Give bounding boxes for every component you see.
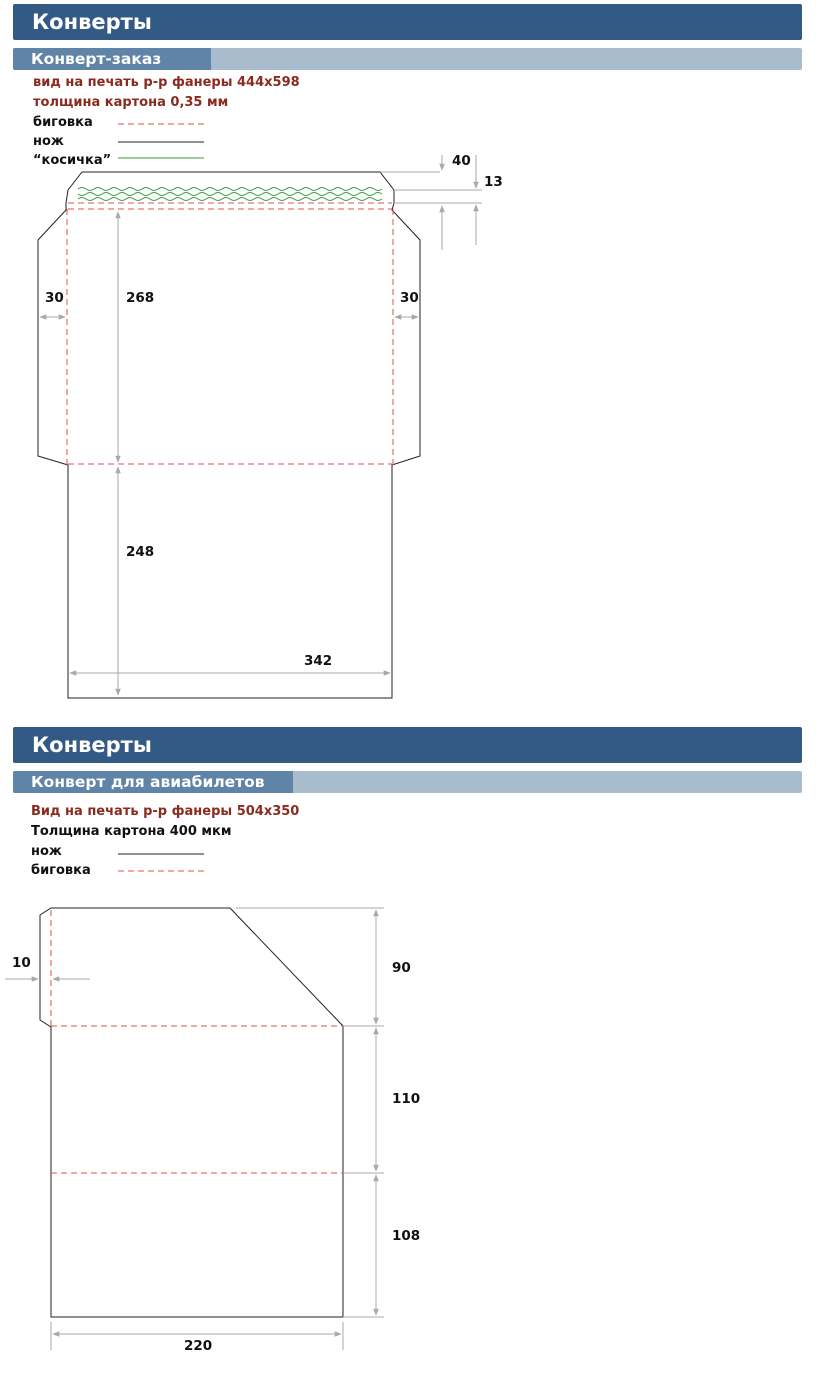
dim-mid-110: 110 xyxy=(392,1091,421,1107)
envelope1-crease-lines xyxy=(67,203,393,465)
section2-legend-knife-label: нож xyxy=(31,844,62,859)
dim-left-30: 30 xyxy=(45,290,64,306)
section1-legend-braid-label: “косичка” xyxy=(33,153,112,168)
section1-legend-crease-label: биговка xyxy=(33,115,93,130)
section1-legend-knife-label: нож xyxy=(33,134,64,149)
envelope2-crease-lines xyxy=(51,910,343,1173)
section2-subtitle-bar xyxy=(13,771,802,793)
dim-right-30: 30 xyxy=(400,290,419,306)
section2-header-title: Конверты xyxy=(32,733,152,757)
dim-width-342: 342 xyxy=(304,653,333,669)
section1-spec-thickness: толщина картона 0,35 мм xyxy=(33,95,229,110)
section1-subtitle: Конверт-заказ xyxy=(13,48,211,70)
envelope2-knife-outline xyxy=(40,908,343,1317)
section2-spec-print: Вид на печать р-р фанеры 504х350 xyxy=(31,804,300,819)
dim-left-10: 10 xyxy=(12,955,31,971)
envelope1-braid xyxy=(78,188,382,201)
dim-top-40: 40 xyxy=(452,153,471,169)
dim-height-248: 248 xyxy=(126,544,155,560)
dim-width-220: 220 xyxy=(184,1338,213,1354)
envelope2-dimension-lines xyxy=(5,908,384,1350)
section2-subtitle: Конверт для авиабилетов xyxy=(13,771,293,793)
section1-header-title: Конверты xyxy=(32,10,152,34)
envelope1-knife-outline xyxy=(38,172,420,698)
section2-spec-thickness: Толщина картона 400 мкм xyxy=(31,824,232,839)
section2-header xyxy=(13,727,802,763)
dim-bottom-108: 108 xyxy=(392,1228,421,1244)
dim-height-268: 268 xyxy=(126,290,155,306)
section1-spec-print: вид на печать р-р фанеры 444х598 xyxy=(33,75,300,90)
dim-flap-90: 90 xyxy=(392,960,411,976)
dim-top-13: 13 xyxy=(484,174,503,190)
section2-legend-crease-label: биговка xyxy=(31,863,91,878)
